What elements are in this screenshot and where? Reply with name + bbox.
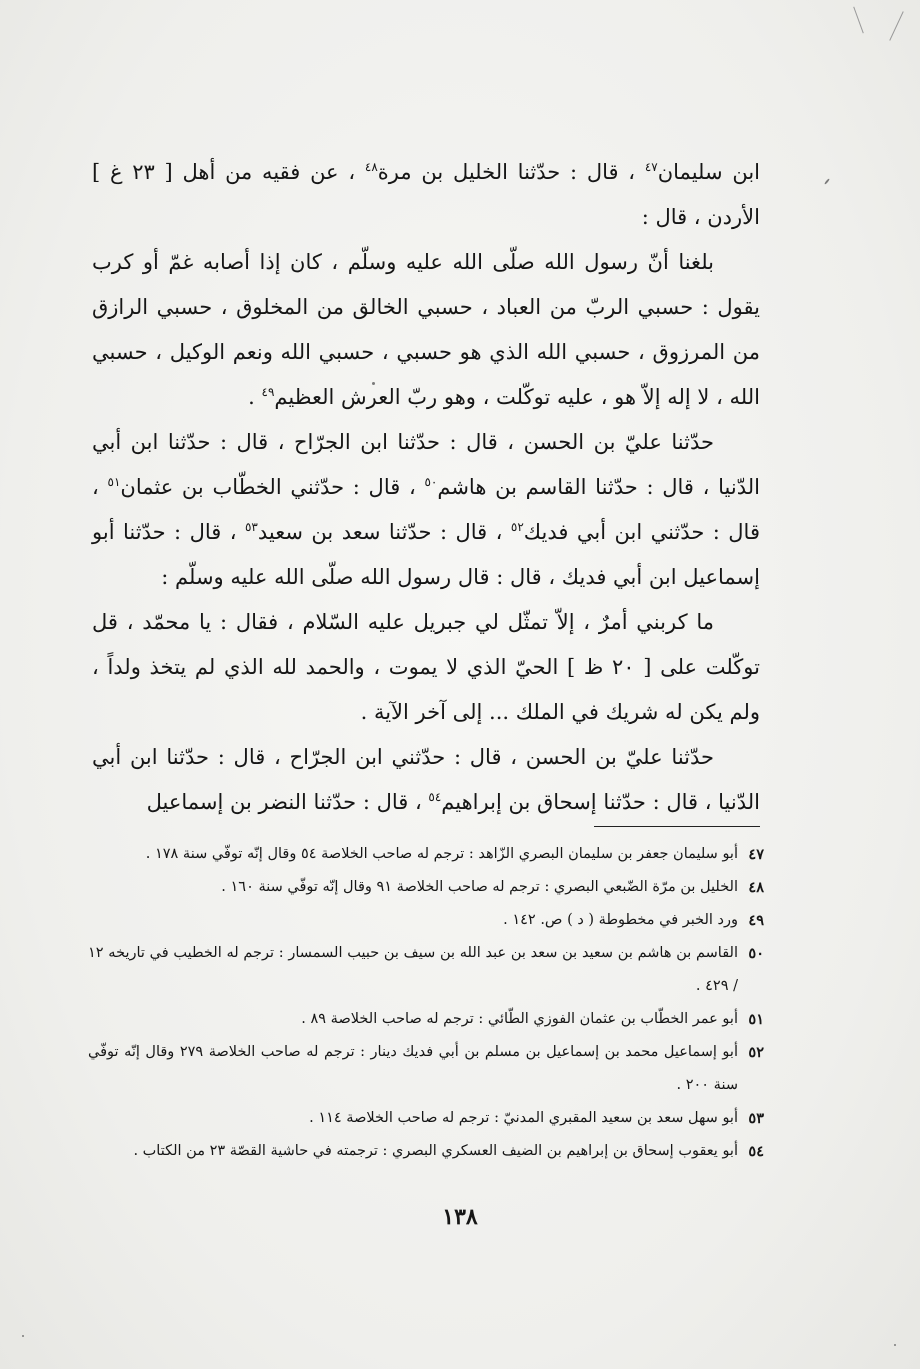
footnote-text: أبو عمر الخطّاب بن عثمان الفوزي الطّائي : ترجم له صاحب الخلاصة ٨٩ . [301,1011,738,1027]
paragraph [92,240,760,420]
text-run: ، عن فقيه من أهل [ ٢٣ غ ] الأردن ، قال : [92,160,760,229]
footnote [88,904,764,937]
scan-speck [22,1335,24,1337]
main-text [92,150,760,825]
footnote-number: ٤٩ [748,912,764,929]
footnote-ref: ٥١ [107,475,121,489]
text-run: حدّثنا عليّ بن الحسن ، قال : حدّثنا ابن الجرّاح ، قال : حدّثنا ابن أبي الدّنيا ، قال : حدّثنا القاسم بن هاشم [92,430,760,499]
footnote-number: ٥٣ [748,1110,764,1127]
paragraph [92,600,760,735]
paragraph [92,150,760,240]
text-run: ، قال : حدّثني الخطّاب بن عثمان [120,475,425,499]
scan-scratch [889,11,903,40]
footnote-text: ورد الخبر في مخطوطة ( د ) ص. ١٤٢ . [503,912,738,928]
text-run: ، قال : حدّثنا سعد بن سعيد [257,520,511,544]
scan-mark [824,178,830,185]
footnote-ref: ٥٠ [424,475,438,489]
footnote-number: ٥١ [748,1011,764,1028]
footnote-text: أبو إسماعيل محمد بن إسماعيل بن مسلم بن أبي فديك دينار : ترجم له صاحب الخلاصة ٢٧٩ وقال إنّه توفّي سنة ٢٠٠ . [88,1044,738,1093]
footnote [88,1135,764,1168]
text-run: ما كربني أمرٌ ، إلاّ تمثّل لي جبريل عليه السّلام ، فقال : يا محمّد ، قل توكّلت على [ ٢٠ ظ ] الحيّ الذي لا يموت ، والحمد لله الذي لم يتخذ ولداً ، ولم يكن له شريك في الملك ... إلى آخر الآية . [92,610,761,724]
scan-speck [894,1344,896,1346]
footnote-ref: ٤٩ [261,385,275,399]
text-run: ابن سليمان [657,160,760,184]
footnote [88,1036,764,1102]
footnote-number: ٥٤ [748,1143,764,1160]
footnote-ref: ٤٨ [364,160,378,174]
footnotes [88,838,764,1168]
text-run: ، قال : حدّثنا الخليل بن مرة [377,160,645,184]
text-run: بلغنا أنّ رسول الله صلّى الله عليه وسلّم ، كان إذا أصابه غمّ أو كرب يقول : حسبي الربّ من العباد ، حسبي الخالق من المخلوق ، حسبي الرازق من المرزوق ، حسبي الله الذي هو حسبي ، حسبي الله ونعم الوكيل ، حسبي الله ، لا إله إلاّ هو ، عليه توكّلت ، وهو ربّ العرش العظيم [92,250,760,409]
footnote [88,1003,764,1036]
footnote [88,1102,764,1135]
text-run: حدّثنا عليّ بن الحسن ، قال : حدّثني ابن الجرّاح ، قال : حدّثنا ابن أبي الدّنيا ، قال : حدّثنا إسحاق بن إبراهيم [92,745,760,814]
footnote [88,871,764,904]
footnote-ref: ٥٢ [510,520,524,534]
footnote-number: ٥٢ [748,1044,764,1061]
text-run: . [248,385,262,409]
footnote-ref: ٥٤ [428,790,442,804]
footnote [88,937,764,1003]
footnote-separator [594,826,760,827]
text-run: ، قال : حدّثنا النضر بن إسماعيل [146,790,429,814]
footnote-text: أبو سليمان جعفر بن سليمان البصري الزّاهد : ترجم له صاحب الخلاصة ٥٤ وقال إنّه توفّي سنة ١٧٨ . [145,846,738,862]
footnote-number: ٥٠ [748,945,764,962]
footnote-text: الخليل بن مرّة الضّبعي البصري : ترجم له صاحب الخلاصة ٩١ وقال إنّه توفّي سنة ١٦٠ . [221,879,738,895]
footnote [88,838,764,871]
footnote-ref: ٥٣ [244,520,258,534]
footnote-ref: ٤٧ [644,160,658,174]
footnote-text: القاسم بن هاشم بن سعيد بن سعد بن عبد الله بن سيف بن حبيب السمسار : ترجم له الخطيب في تاريخه ١٢ / ٤٢٩ . [88,945,738,994]
footnote-number: ٤٨ [748,879,764,896]
footnote-number: ٤٧ [748,846,764,863]
paragraph [92,420,760,600]
page-number: ١٣٨ [442,1204,478,1230]
paragraph [92,735,760,825]
scan-speck [372,382,375,385]
footnote-text: أبو يعقوب إسحاق بن إبراهيم بن الضيف العسكري البصري : ترجمته في حاشية القصّة ٢٣ من الكتاب . [133,1143,738,1159]
footnote-text: أبو سهل سعد بن سعيد المقبري المدنيّ : ترجم له صاحب الخلاصة ١١٤ . [309,1110,738,1126]
text-run: ، قال : حدّثنا أبو إسماعيل ابن أبي فديك ، قال : قال رسول الله صلّى الله عليه وسلّم : [92,520,760,589]
text-run: ، قال : حدّثني ابن أبي فديك [92,475,760,544]
scan-scratch [853,7,864,34]
